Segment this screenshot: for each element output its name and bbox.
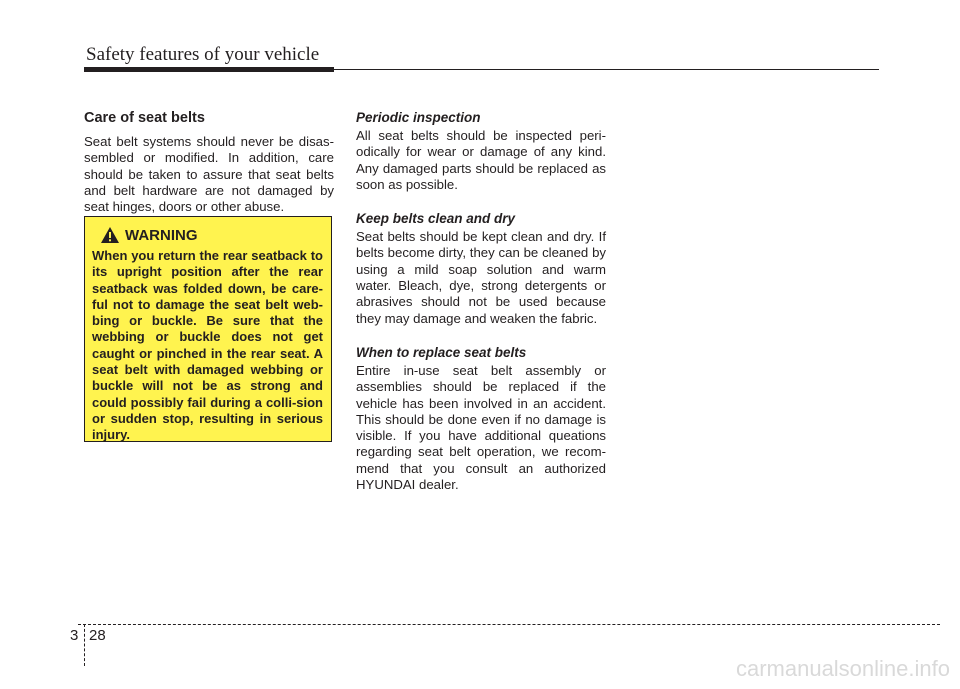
middle-column [356,110,606,511]
warning-label: WARNING [125,226,198,244]
section-keep-clean [356,211,606,327]
warning-text: When you return the rear seatback to its upright position after the rear seatback was folded down, be care-ful not to damage the seat belt web-bing or buckle. Be sure that the webbing or buckle does not get caught or pinched in the rear seat. A seat belt with damaged webbing or buckle will not be as strong and could possibly fail during a colli-sion or sudden stop, resulting in serious injury. [92,248,323,443]
page-number: 28 [89,627,106,644]
section-body-replace-belts: Entire in-use seat belt assembly or assemblies should be replaced if the vehicle has been involved in an accident. This should be done even if no damage is visible. If you have additional queations regarding seat belt operation, we recom-mend that you consult an authorized HYUNDAI dealer. [356,362,606,493]
section-heading-keep-clean: Keep belts clean and dry [356,211,516,227]
header-rule-accent [84,67,334,72]
footer-divider [84,624,85,666]
page-header-title: Safety features of your vehicle [86,44,320,65]
warning-header [100,226,323,244]
section-body-care: Seat belt systems should never be disas-sembled or modified. In addition, care should be taken to assure that seat belts and belt hardware are not damaged by seat hinges, doors or other abuse. [84,134,334,215]
section-heading-periodic-inspection: Periodic inspection [356,110,481,125]
section-replace-belts [356,345,606,493]
section-heading-replace-belts: When to replace seat belts [356,344,527,360]
section-heading-care: Care of seat belts [84,110,205,126]
section-body-periodic-inspection: All seat belts should be inspected peri-odically for wear or damage of any kind. Any damaged parts should be replaced as soon as possible. [356,128,606,192]
warning-triangle-icon [100,226,120,244]
watermark: carmanualsonline.info [735,656,950,681]
section-body-keep-clean: Seat belts should be kept clean and dry. If belts become dirty, they can be cleaned by using a mild soap solution and warm water. Bleach, dye, strong detergents or abrasives should not be used because they may damage and weaken the fabric. [356,229,606,326]
chapter-number: 3 [70,627,79,644]
left-column [84,110,334,215]
warning-box [84,216,332,442]
section-periodic-inspection [356,110,606,193]
footer-rule [78,624,940,625]
